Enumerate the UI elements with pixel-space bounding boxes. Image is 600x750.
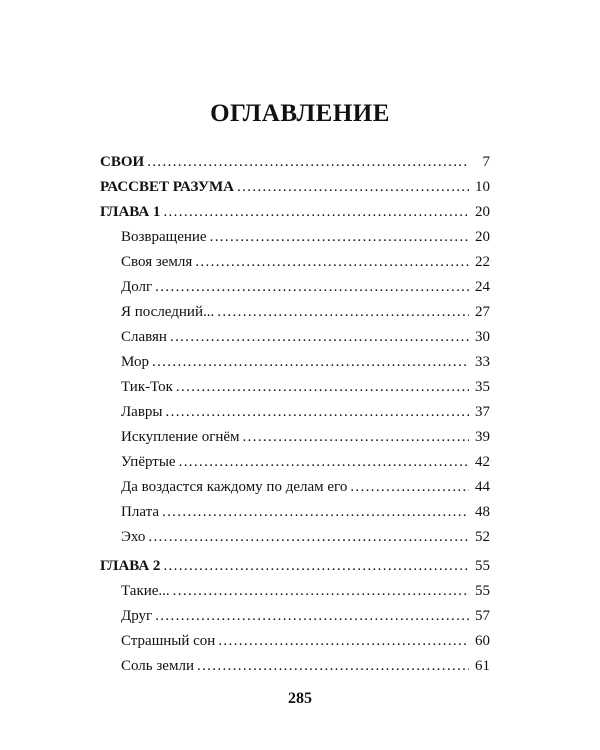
toc-entry-page: 7 xyxy=(482,154,490,170)
toc-entry xyxy=(100,579,490,604)
toc-entry xyxy=(100,525,490,550)
dot-leader xyxy=(152,350,469,375)
toc-entry-page: 57 xyxy=(475,608,490,624)
toc-entry-label: Я последний... xyxy=(121,304,215,320)
toc-entry-page: 55 xyxy=(475,558,490,574)
toc-entry-page: 22 xyxy=(475,254,490,270)
toc-entry xyxy=(100,375,490,400)
dot-leader xyxy=(162,500,469,525)
toc-entry-label: Соль земли xyxy=(121,658,194,674)
toc-entry-label: Упёртые xyxy=(121,454,176,470)
toc-entry-label: РАССВЕТ РАЗУМА xyxy=(100,179,235,195)
toc-entry-page: 52 xyxy=(475,529,490,545)
dot-leader xyxy=(197,654,469,679)
page-number: 285 xyxy=(288,690,312,707)
toc-entry xyxy=(100,225,490,250)
dot-leader xyxy=(173,579,469,604)
toc-entry-label: Возвращение xyxy=(121,229,207,245)
toc-entry xyxy=(100,150,490,175)
toc-entry-label: Искупление огнём xyxy=(121,429,240,445)
toc-entry-label: Друг xyxy=(121,608,153,624)
toc-entry xyxy=(100,604,490,629)
dot-leader xyxy=(195,250,469,275)
toc-entry xyxy=(100,250,490,275)
dot-leader xyxy=(217,300,469,325)
toc-entry-label: ГЛАВА 1 xyxy=(100,204,161,220)
toc-entry-label: Лавры xyxy=(121,404,163,420)
toc-entry-page: 27 xyxy=(475,304,490,320)
dot-leader xyxy=(148,525,469,550)
toc-entry xyxy=(100,654,490,679)
toc-entry-label: Своя земля xyxy=(121,254,193,270)
toc-entry xyxy=(100,554,490,579)
toc-entry-page: 44 xyxy=(475,479,490,495)
toc-entry-page: 20 xyxy=(475,204,490,220)
toc-entry-label: Долг xyxy=(121,279,153,295)
dot-leader xyxy=(218,629,469,654)
dot-leader xyxy=(147,150,469,175)
toc-entry-page: 42 xyxy=(475,454,490,470)
toc-entry-label: Такие... xyxy=(121,583,170,599)
toc-entry xyxy=(100,300,490,325)
dot-leader xyxy=(155,604,469,629)
toc-entry xyxy=(100,425,490,450)
toc-entry-label: Да воздастся каждому по делам его xyxy=(121,479,348,495)
table-of-contents xyxy=(100,150,490,679)
toc-entry-page: 24 xyxy=(475,279,490,295)
toc-entry-page: 35 xyxy=(475,379,490,395)
dot-leader xyxy=(170,325,469,350)
toc-entry-page: 33 xyxy=(475,354,490,370)
toc-entry xyxy=(100,400,490,425)
dot-leader xyxy=(237,175,469,200)
toc-entry-label: Мор xyxy=(121,354,149,370)
toc-entry xyxy=(100,500,490,525)
toc-entry xyxy=(100,629,490,654)
dot-leader xyxy=(176,375,469,400)
dot-leader xyxy=(163,200,469,225)
toc-entry xyxy=(100,175,490,200)
toc-entry xyxy=(100,450,490,475)
toc-entry-page: 61 xyxy=(475,658,490,674)
toc-entry-label: Тик-Ток xyxy=(121,379,173,395)
toc-entry-page: 37 xyxy=(475,404,490,420)
toc-entry xyxy=(100,350,490,375)
dot-leader xyxy=(166,400,470,425)
toc-entry xyxy=(100,200,490,225)
toc-entry-label: Славян xyxy=(121,329,167,345)
toc-entry-page: 55 xyxy=(475,583,490,599)
dot-leader xyxy=(155,275,469,300)
toc-entry-label: ГЛАВА 2 xyxy=(100,558,161,574)
dot-leader xyxy=(179,450,469,475)
dot-leader xyxy=(210,225,469,250)
toc-entry-label: Страшный сон xyxy=(121,633,216,649)
toc-entry-page: 10 xyxy=(475,179,490,195)
toc-entry-page: 30 xyxy=(475,329,490,345)
toc-entry-label: Плата xyxy=(121,504,159,520)
toc-entry-label: Эхо xyxy=(121,529,146,545)
toc-entry xyxy=(100,325,490,350)
page-title: ОГЛАВЛЕНИЕ xyxy=(210,100,390,127)
toc-entry xyxy=(100,275,490,300)
dot-leader xyxy=(243,425,469,450)
toc-entry-page: 39 xyxy=(475,429,490,445)
dot-leader xyxy=(350,475,469,500)
toc-entry-page: 60 xyxy=(475,633,490,649)
dot-leader xyxy=(163,554,469,579)
toc-entry-page: 48 xyxy=(475,504,490,520)
toc-entry xyxy=(100,475,490,500)
toc-entry-page: 20 xyxy=(475,229,490,245)
toc-entry-label: СВОИ xyxy=(100,154,145,170)
